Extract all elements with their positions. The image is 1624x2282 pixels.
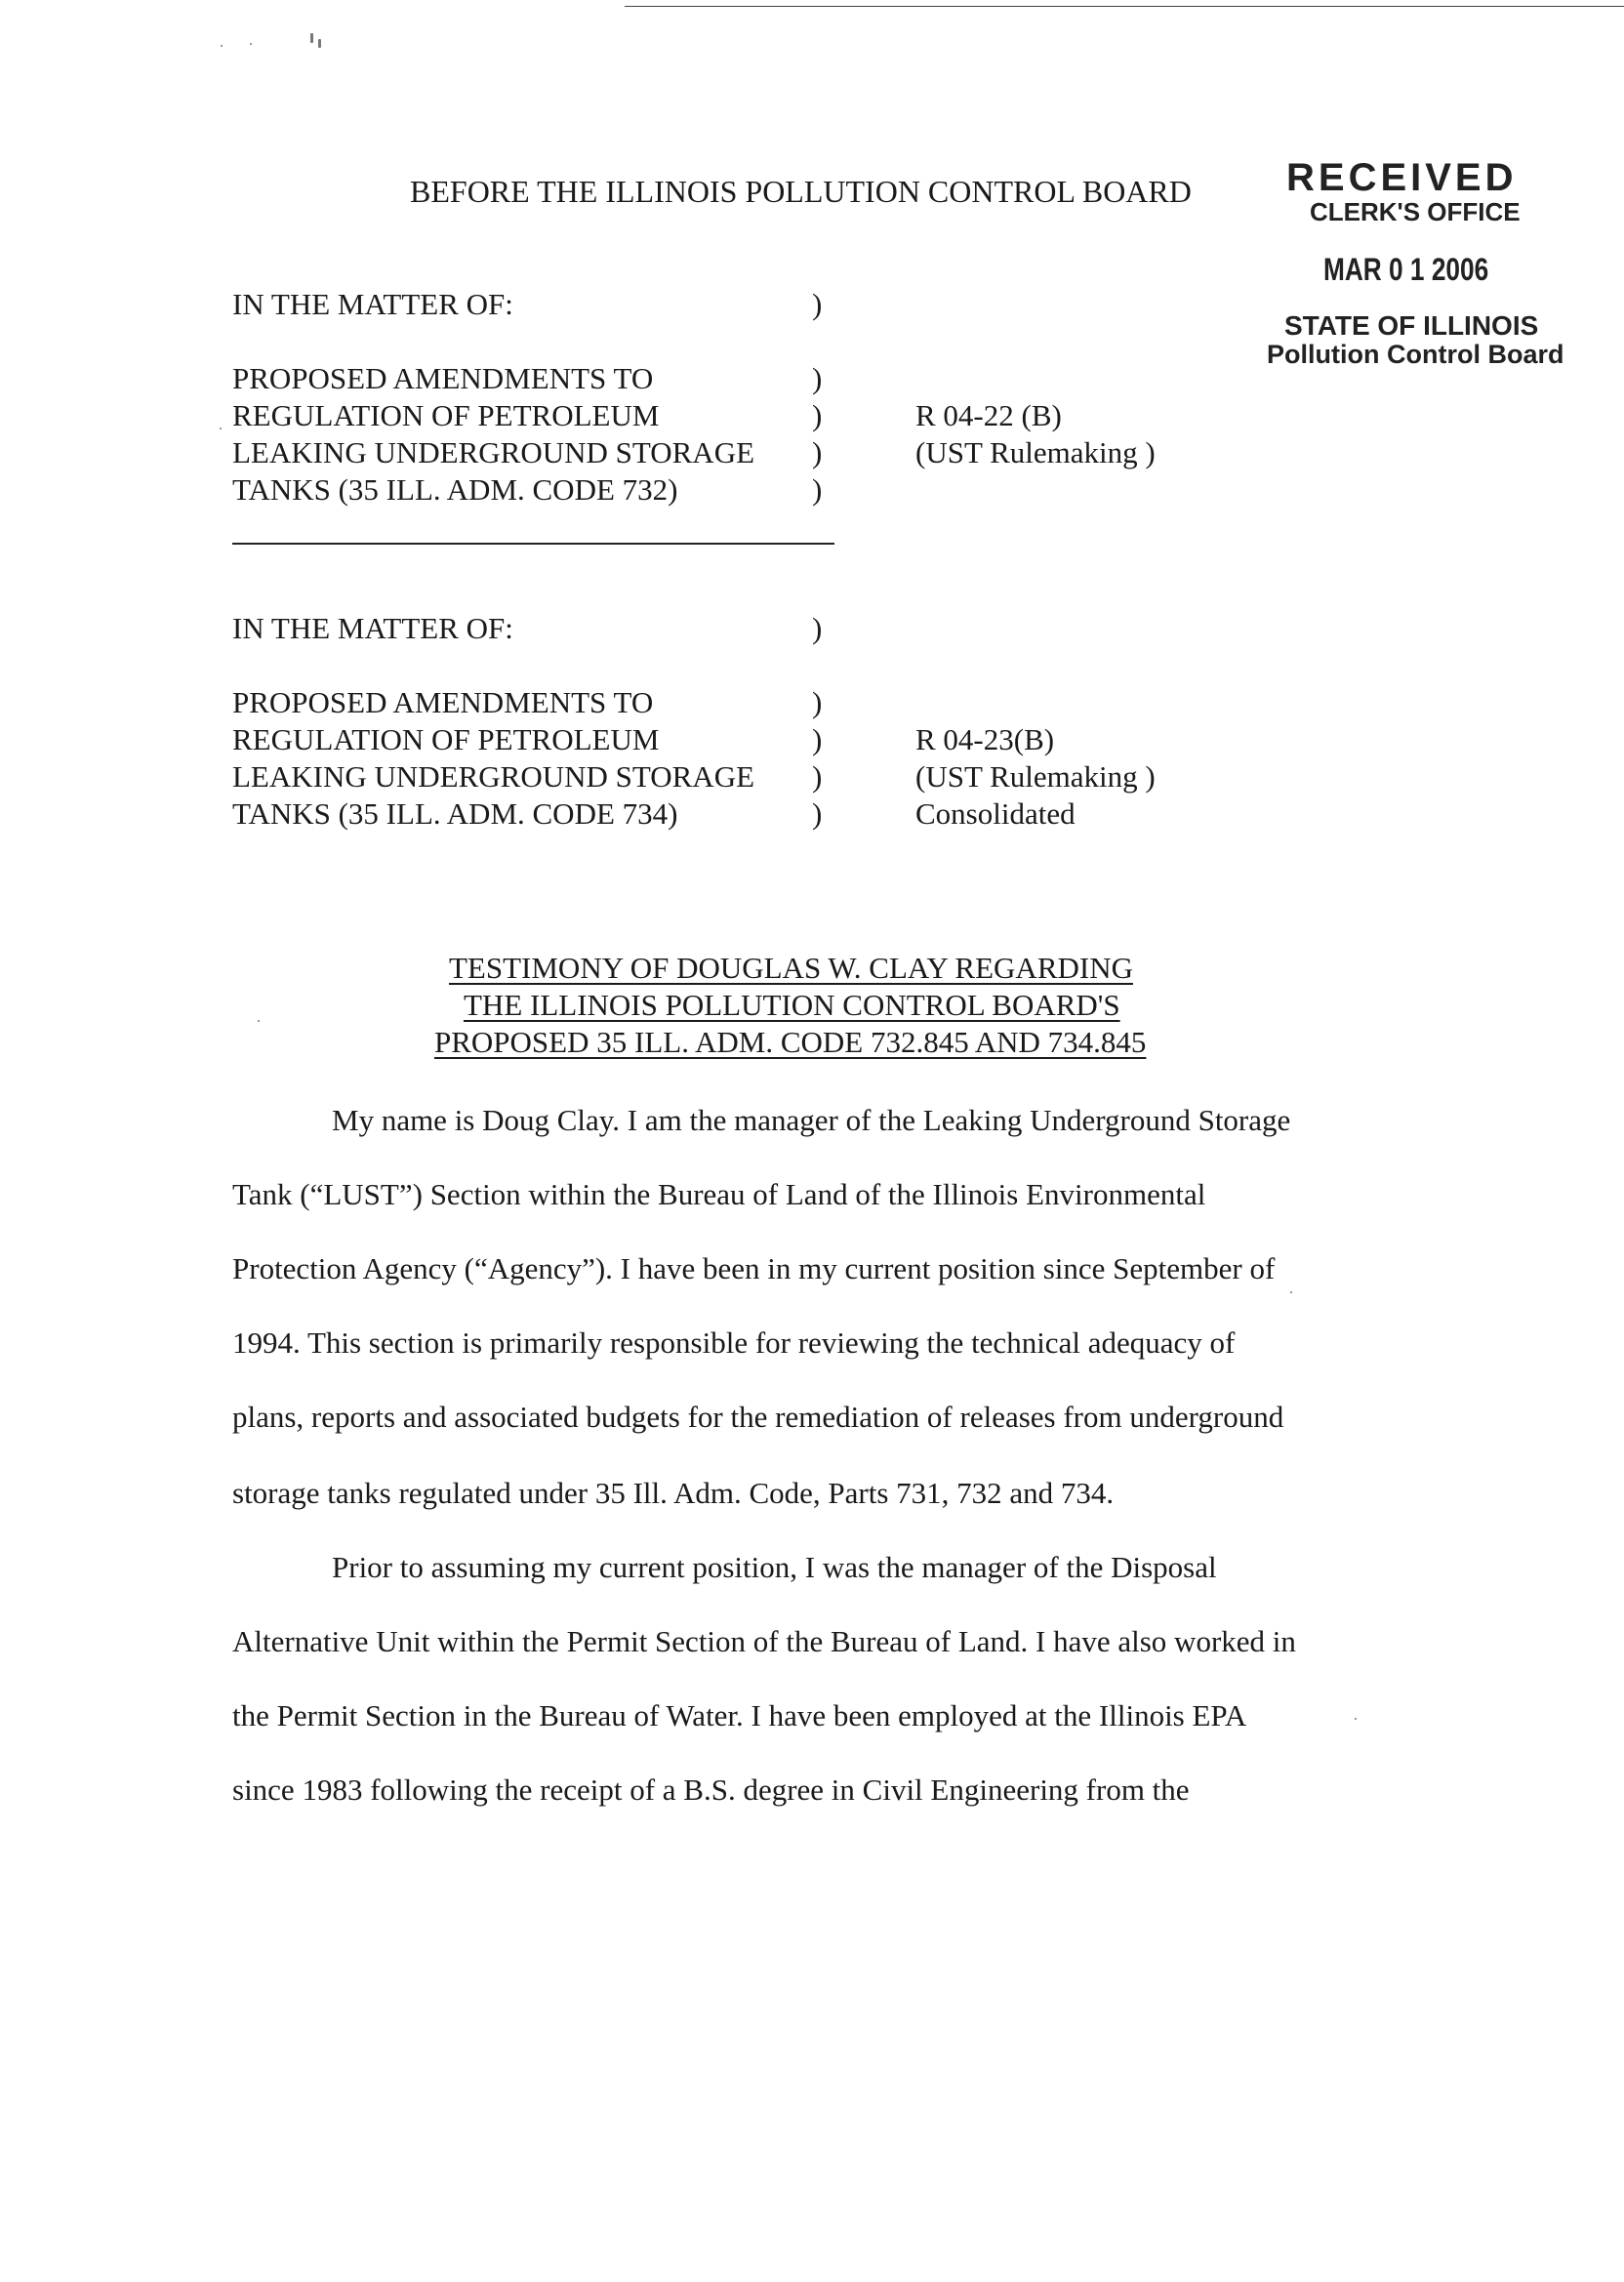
consolidated-status: Consolidated (915, 796, 1076, 831)
caption-paren: ) (812, 435, 823, 469)
caption-paren: ) (812, 361, 823, 395)
scan-speck (221, 45, 223, 47)
caption-paren: ) (812, 685, 823, 719)
caption-line: PROPOSED AMENDMENTS TO (232, 361, 654, 395)
caption-paren: ) (812, 759, 823, 794)
caption-paren: ) (812, 287, 823, 321)
docket-number: R 04-22 (B) (915, 398, 1062, 432)
caption-line: LEAKING UNDERGROUND STORAGE (232, 759, 755, 794)
caption-line: TANKS (35 ILL. ADM. CODE 734) (232, 796, 678, 831)
caption-paren: ) (812, 611, 823, 645)
scan-speck (318, 39, 321, 48)
scan-speck (258, 1020, 260, 1022)
stamp-board-name: Pollution Control Board (1267, 340, 1564, 369)
caption-line: REGULATION OF PETROLEUM (232, 722, 660, 756)
caption-line: PROPOSED AMENDMENTS TO (232, 685, 654, 719)
caption-separator (232, 543, 834, 545)
caption-paren: ) (812, 472, 823, 507)
caption-paren: ) (812, 796, 823, 831)
body-line: Alternative Unit within the Permit Section of the Bureau of Land. I have also worked in (232, 1624, 1296, 1658)
scan-speck (1355, 1718, 1357, 1720)
body-line: since 1983 following the receipt of a B.S. degree in Civil Engineering from the (232, 1773, 1190, 1807)
top-scan-rule (625, 6, 1624, 7)
caption-line: LEAKING UNDERGROUND STORAGE (232, 435, 755, 469)
board-title: BEFORE THE ILLINOIS POLLUTION CONTROL BOARD (410, 174, 1192, 209)
body-line: the Permit Section in the Bureau of Water. I have been employed at the Illinois EPA (232, 1698, 1247, 1732)
caption-line: REGULATION OF PETROLEUM (232, 398, 660, 432)
body-line: Protection Agency (“Agency”). I have been in my current position since September of (232, 1251, 1276, 1285)
body-line: plans, reports and associated budgets for the remediation of releases from underground (232, 1400, 1284, 1434)
body-line: Tank (“LUST”) Section within the Bureau of Land of the Illinois Environmental (232, 1177, 1206, 1211)
caption-paren: ) (812, 398, 823, 432)
stamp-clerks-office: CLERK'S OFFICE (1310, 197, 1521, 226)
scan-speck (250, 43, 252, 45)
matter-heading: IN THE MATTER OF: (232, 287, 513, 321)
scan-speck (1290, 1291, 1292, 1293)
caption-paren: ) (812, 722, 823, 756)
title-line: THE ILLINOIS POLLUTION CONTROL BOARD'S (464, 988, 1120, 1022)
body-line: My name is Doug Clay. I am the manager of the Leaking Underground Storage (332, 1103, 1291, 1137)
stamp-state: STATE OF ILLINOIS (1284, 310, 1539, 341)
rulemaking-type: (UST Rulemaking ) (915, 759, 1156, 794)
scan-speck (310, 33, 313, 43)
caption-line: TANKS (35 ILL. ADM. CODE 732) (232, 472, 678, 507)
body-line: Prior to assuming my current position, I was the manager of the Disposal (332, 1550, 1217, 1584)
stamp-date: MAR 0 1 2006 (1323, 252, 1489, 287)
body-line: 1994. This section is primarily responsible for reviewing the technical adequacy of (232, 1325, 1236, 1360)
docket-number: R 04-23(B) (915, 722, 1055, 756)
title-line: TESTIMONY OF DOUGLAS W. CLAY REGARDING (449, 951, 1133, 985)
matter-heading: IN THE MATTER OF: (232, 611, 513, 645)
scan-speck (220, 428, 222, 429)
stamp-received: RECEIVED (1286, 156, 1518, 199)
rulemaking-type: (UST Rulemaking ) (915, 435, 1156, 469)
title-line: PROPOSED 35 ILL. ADM. CODE 732.845 AND 734.845 (434, 1025, 1147, 1059)
body-line: storage tanks regulated under 35 Ill. Adm. Code, Parts 731, 732 and 734. (232, 1476, 1115, 1510)
